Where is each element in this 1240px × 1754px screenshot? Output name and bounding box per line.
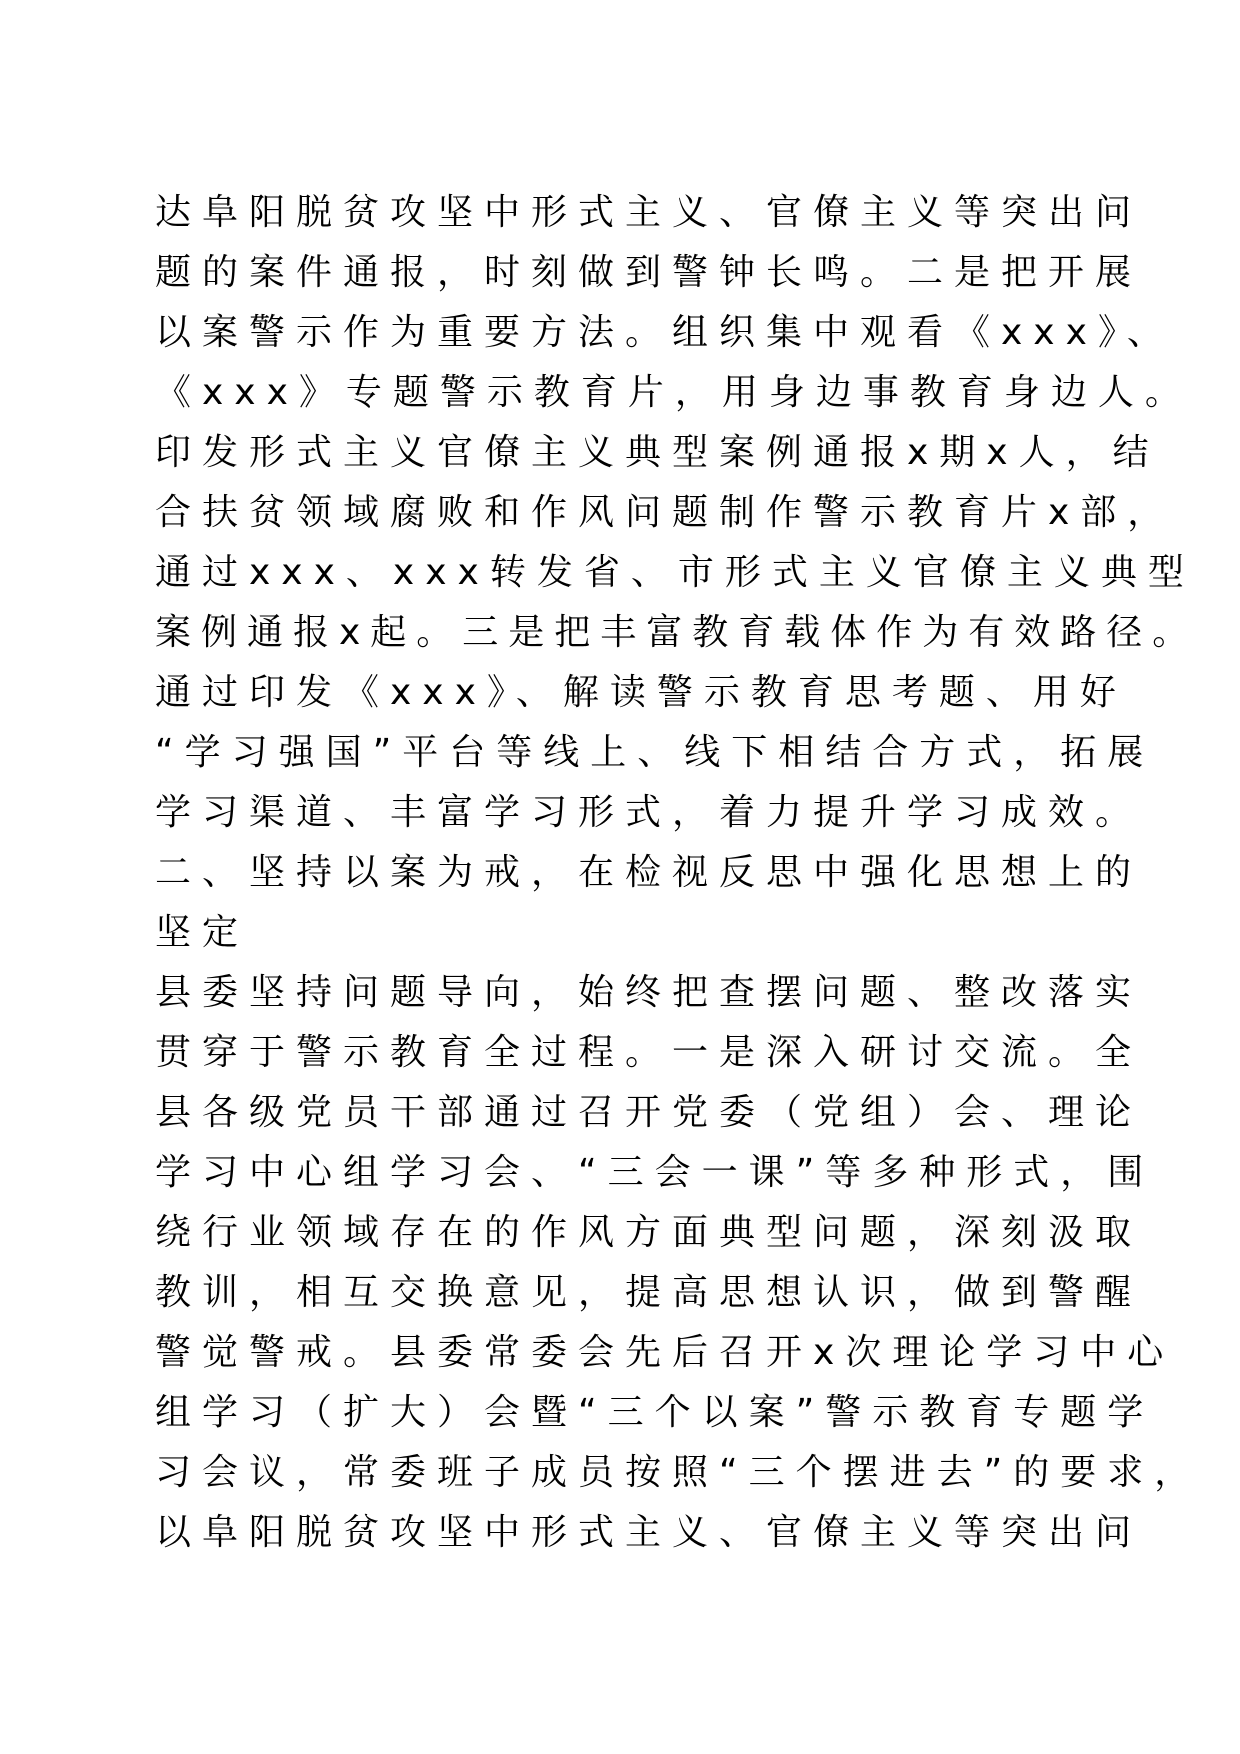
text-line: “学习强国”平台等线上、线下相结合方式，拓展 xyxy=(155,732,1155,773)
text-line: 以案警示作为重要方法。组织集中观看《xxx》、 xyxy=(155,312,1174,353)
text-line: 习会议，常委班子成员按照“三个摆进去”的要求， xyxy=(155,1452,1202,1493)
text-line: 警觉警戒。县委常委会先后召开x次理论学习中心 xyxy=(155,1332,1175,1373)
section-heading-line: 二、坚持以案为戒，在检视反思中强化思想上的 xyxy=(155,852,1143,893)
text-line: 县委坚持问题导向，始终把查摆问题、整改落实 xyxy=(155,972,1143,1013)
text-line: 案例通报x起。三是把丰富教育载体作为有效路径。 xyxy=(155,612,1199,653)
text-line: 达阜阳脱贫攻坚中形式主义、官僚主义等突出问 xyxy=(155,192,1143,233)
text-line: 学习中心组学习会、“三会一课”等多种形式，围 xyxy=(155,1152,1155,1193)
text-line: 题的案件通报，时刻做到警钟长鸣。二是把开展 xyxy=(155,252,1143,293)
text-line: 教训，相互交换意见，提高思想认识，做到警醒 xyxy=(155,1272,1143,1313)
text-line: 通过印发《xxx》、解读警示教育思考题、用好 xyxy=(155,672,1127,713)
text-line: 县各级党员干部通过召开党委（党组）会、理论 xyxy=(155,1092,1143,1133)
section-heading-line: 坚定 xyxy=(155,912,250,953)
text-line: 以阜阳脱贫攻坚中形式主义、官僚主义等突出问 xyxy=(155,1512,1143,1553)
text-line: 通过xxx、xxx转发省、市形式主义官僚主义典型 xyxy=(155,552,1195,593)
text-line: 印发形式主义官僚主义典型案例通报x期x人，结 xyxy=(155,432,1160,473)
text-line: 绕行业领域存在的作风方面典型问题，深刻汲取 xyxy=(155,1212,1143,1253)
text-line: 合扶贫领域腐败和作风问题制作警示教育片x部， xyxy=(155,492,1175,533)
text-line: 组学习（扩大）会暨“三个以案”警示教育专题学 xyxy=(155,1392,1155,1433)
text-line: 贯穿于警示教育全过程。一是深入研讨交流。全 xyxy=(155,1032,1143,1073)
text-line: 《xxx》专题警示教育片，用身边事教育身边人。 xyxy=(155,372,1192,413)
body-text xyxy=(155,183,1202,1563)
text-line: 学习渠道、丰富学习形式，着力提升学习成效。 xyxy=(155,792,1143,833)
